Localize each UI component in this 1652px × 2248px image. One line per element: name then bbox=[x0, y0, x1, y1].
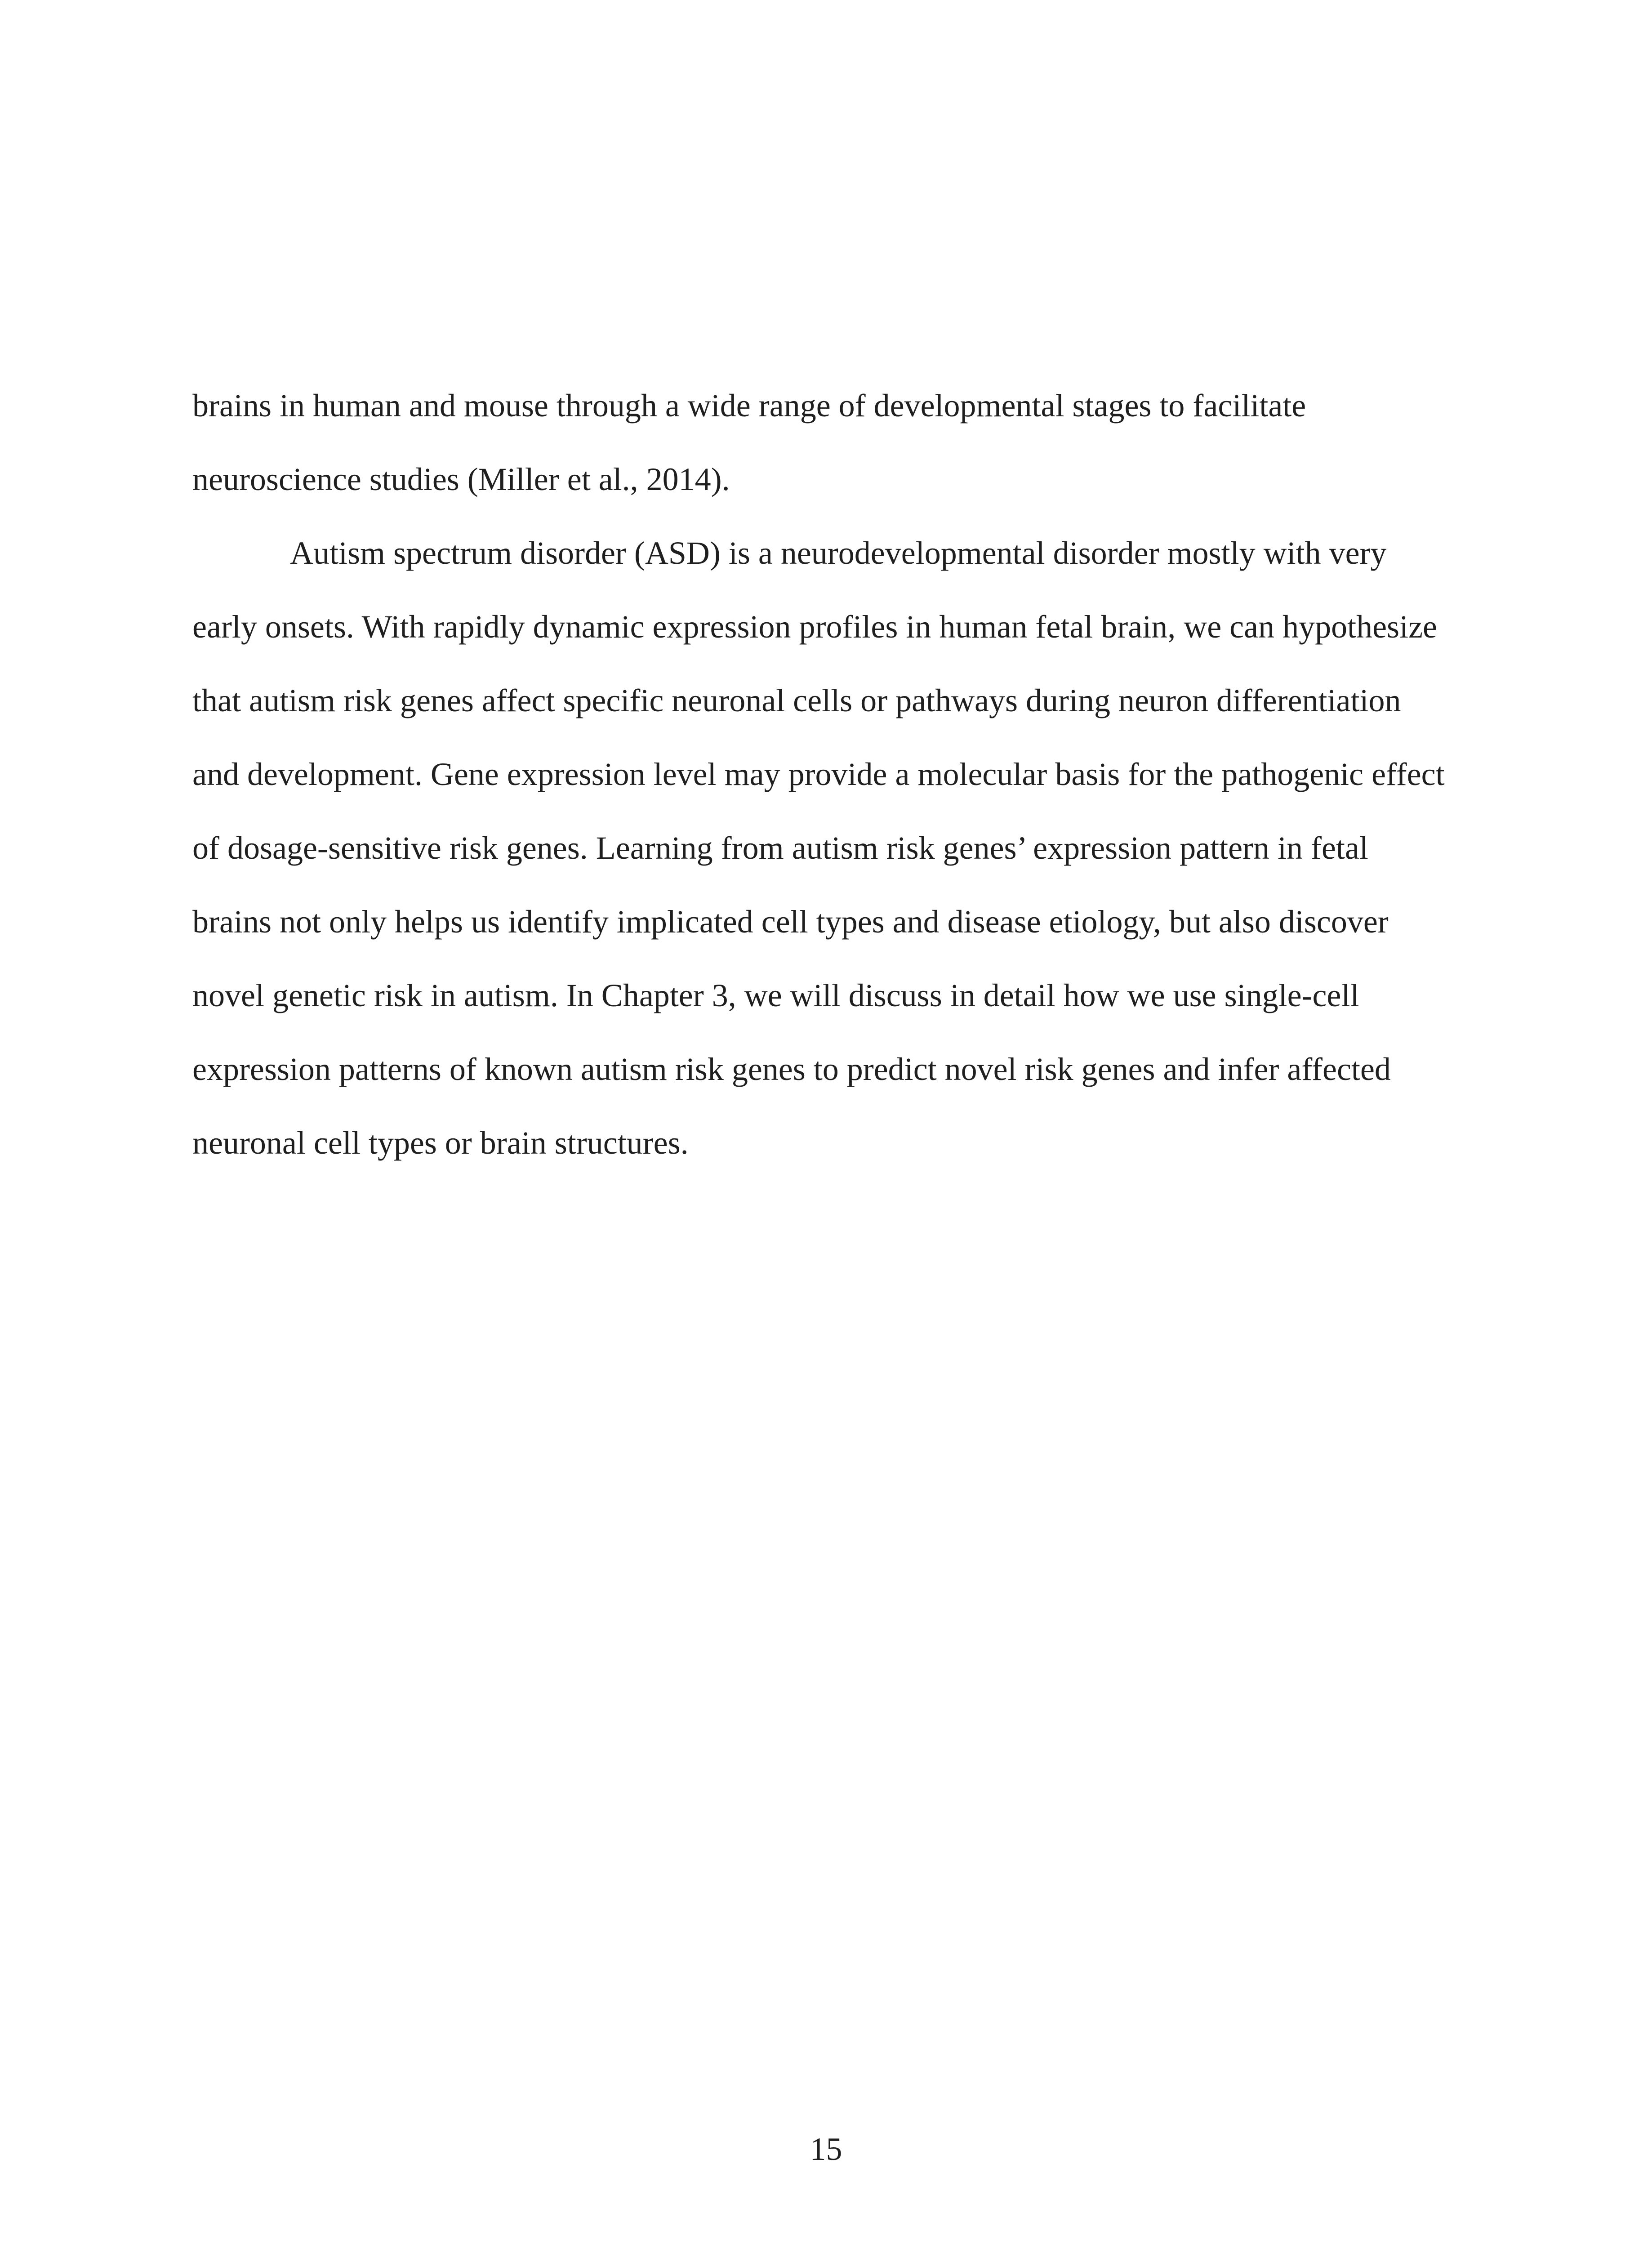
text-line: neuronal cell types or brain structures. bbox=[192, 1125, 689, 1161]
text-line: of dosage-sensitive risk genes. Learning from autism risk genes’ expression pattern in fetal bbox=[192, 830, 1368, 866]
paragraph-first-line: Autism spectrum disorder (ASD) is a neurodevelopmental disorder mostly with very bbox=[290, 535, 1387, 571]
text-line: neuroscience studies (Miller et al., 2014). bbox=[192, 461, 730, 497]
body-text bbox=[192, 369, 1469, 1180]
text-line: brains not only helps us identify implicated cell types and disease etiology, but also discover bbox=[192, 904, 1389, 940]
text-line: and development. Gene expression level may provide a molecular basis for the pathogenic effect bbox=[192, 756, 1445, 792]
page-number: 15 bbox=[810, 2131, 842, 2167]
text-line: novel genetic risk in autism. In Chapter 3, we will discuss in detail how we use single-cell bbox=[192, 977, 1359, 1013]
text-line: that autism risk genes affect specific neuronal cells or pathways during neuron differentiation bbox=[192, 682, 1401, 718]
text-line: expression patterns of known autism risk genes to predict novel risk genes and infer affected bbox=[192, 1051, 1391, 1087]
text-line: brains in human and mouse through a wide range of developmental stages to facilitate bbox=[192, 388, 1306, 424]
text-line: early onsets. With rapidly dynamic expression profiles in human fetal brain, we can hypothesize bbox=[192, 609, 1437, 645]
